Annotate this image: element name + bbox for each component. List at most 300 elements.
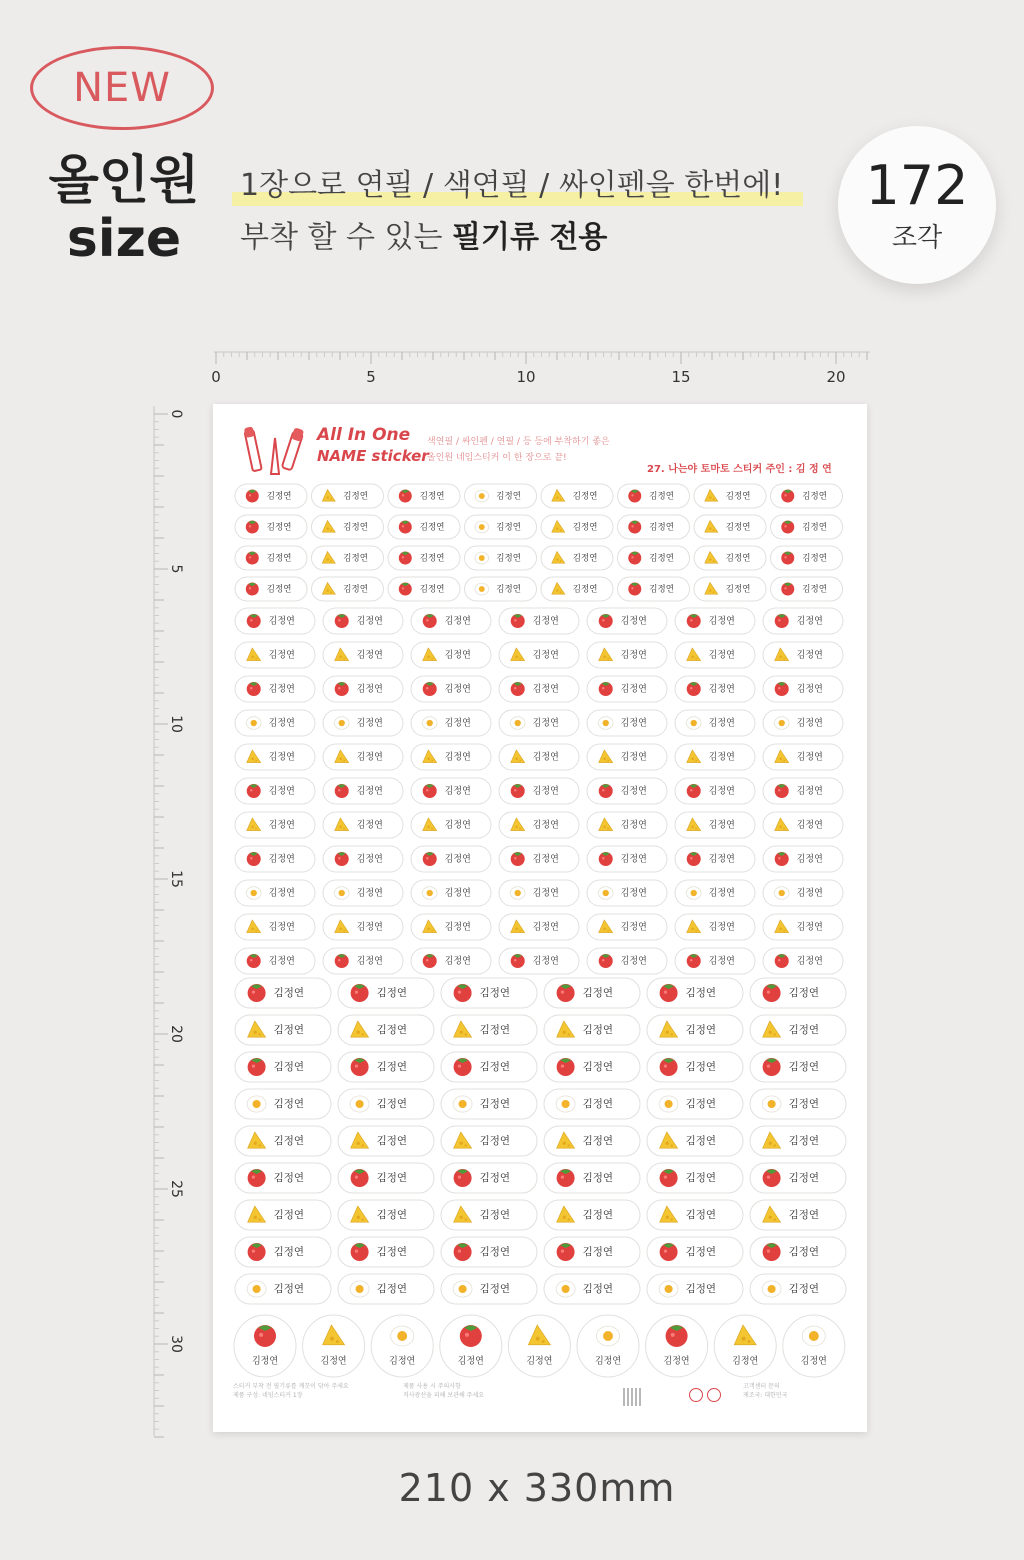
name-sticker	[647, 1274, 743, 1304]
sticker-name-label: 김정연	[788, 1283, 820, 1295]
sticker-name-label: 김정연	[796, 956, 823, 967]
tomato-icon	[511, 784, 525, 798]
sticker-name-label: 김정연	[320, 1356, 347, 1367]
name-sticker	[771, 515, 843, 539]
piece-count-badge	[838, 126, 996, 284]
sticker-name-label: 김정연	[356, 718, 383, 729]
tomato-icon	[351, 1243, 369, 1261]
tomato-icon	[599, 682, 613, 696]
sticker-name-label: 김정연	[532, 956, 559, 967]
sticker-name-label: 김정연	[268, 888, 295, 899]
name-sticker	[323, 710, 403, 736]
name-sticker	[771, 484, 843, 508]
tomato-icon	[687, 784, 701, 798]
tomato-icon	[423, 784, 437, 798]
name-sticker	[750, 1237, 846, 1267]
tomato-icon	[460, 1325, 482, 1347]
ruler-v-label: 5	[168, 564, 184, 574]
sticker-name-label: 김정연	[356, 854, 383, 865]
egg-icon	[422, 717, 437, 730]
tomato-icon	[423, 614, 437, 628]
name-sticker	[411, 744, 491, 770]
name-sticker	[235, 914, 315, 940]
sticker-name-label: 김정연	[620, 786, 647, 797]
name-sticker	[323, 744, 403, 770]
sticker-name-label: 김정연	[802, 584, 827, 595]
sticker-name-label: 김정연	[376, 1172, 408, 1184]
name-sticker	[763, 948, 843, 974]
sticker-name-label: 김정연	[266, 522, 292, 533]
sticker-name-label: 김정연	[582, 1061, 614, 1073]
egg-icon	[774, 717, 789, 730]
sticker-name-label: 김정연	[685, 1024, 717, 1036]
sticker-name-label: 김정연	[685, 1209, 717, 1221]
sheet-logo-line2: NAME sticker	[317, 447, 429, 465]
name-sticker	[411, 676, 491, 702]
name-sticker	[499, 642, 579, 668]
name-sticker	[388, 577, 460, 601]
sticker-name-label: 김정연	[532, 718, 559, 729]
sticker-name-label: 김정연	[582, 1135, 614, 1147]
name-sticker	[763, 812, 843, 838]
ruler-v-label: 0	[168, 409, 184, 419]
name-sticker	[675, 676, 755, 702]
name-sticker	[235, 1274, 331, 1304]
sticker-name-label: 김정연	[796, 854, 823, 865]
sticker-name-label: 김정연	[532, 820, 559, 831]
name-sticker	[750, 1163, 846, 1193]
name-sticker	[694, 515, 766, 539]
sticker-name-label: 김정연	[620, 888, 647, 899]
ruler-h-label: 0	[211, 368, 221, 386]
name-sticker	[235, 978, 331, 1008]
sheet-footer	[233, 1382, 853, 1422]
egg-icon	[475, 552, 489, 564]
tomato-icon	[248, 1058, 266, 1076]
name-sticker	[323, 880, 403, 906]
name-sticker	[411, 846, 491, 872]
name-sticker	[323, 846, 403, 872]
sticker-name-label: 김정연	[796, 922, 823, 933]
sticker-name-label: 김정연	[708, 820, 735, 831]
sticker-name-label: 김정연	[266, 491, 292, 502]
name-sticker	[675, 914, 755, 940]
name-sticker	[771, 546, 843, 570]
name-sticker	[587, 880, 667, 906]
sticker-name-label: 김정연	[444, 718, 471, 729]
sticker-name-label: 김정연	[685, 1098, 717, 1110]
sticker-name-label: 김정연	[649, 553, 674, 564]
egg-icon	[350, 1281, 369, 1297]
sticker-name-label: 김정연	[268, 922, 295, 933]
tomato-icon	[781, 521, 794, 534]
name-sticker	[465, 546, 537, 570]
name-sticker	[750, 1200, 846, 1230]
name-sticker	[323, 812, 403, 838]
footer-col-1	[233, 1382, 349, 1400]
egg-icon	[598, 717, 613, 730]
sticker-name-label: 김정연	[572, 491, 598, 502]
name-sticker	[235, 676, 315, 702]
sticker-name-label: 김정연	[419, 491, 445, 502]
name-sticker	[544, 1015, 640, 1045]
name-sticker	[499, 608, 579, 634]
sticker-name-label: 김정연	[532, 616, 559, 627]
sticker-name-label: 김정연	[273, 1135, 305, 1147]
sticker-name-label: 김정연	[444, 888, 471, 899]
name-sticker	[587, 744, 667, 770]
egg-icon	[475, 521, 489, 533]
tomato-icon	[335, 954, 349, 968]
tomato-icon	[628, 521, 641, 534]
egg-icon	[659, 1281, 678, 1297]
name-sticker	[411, 778, 491, 804]
name-sticker	[235, 1163, 331, 1193]
name-sticker	[675, 948, 755, 974]
sticker-name-label: 김정연	[582, 1246, 614, 1258]
egg-icon	[596, 1326, 619, 1346]
sticker-name-label: 김정연	[376, 1098, 408, 1110]
sticker-name-label: 김정연	[532, 854, 559, 865]
name-sticker	[675, 744, 755, 770]
name-sticker	[499, 846, 579, 872]
sticker-name-label: 김정연	[273, 1024, 305, 1036]
egg-icon	[686, 717, 701, 730]
name-sticker	[499, 676, 579, 702]
name-sticker	[441, 1274, 537, 1304]
tagline-line2-prefix: 부착 할 수 있는	[240, 220, 453, 255]
name-sticker	[763, 676, 843, 702]
egg-icon	[350, 1096, 369, 1112]
sticker-name-label: 김정연	[343, 522, 368, 533]
name-sticker	[235, 948, 315, 974]
name-sticker	[647, 1126, 743, 1156]
tomato-icon	[687, 614, 701, 628]
tomato-icon	[423, 682, 437, 696]
footer-col-2-line2: 직사광선을 피해 보관해 주세요	[403, 1392, 485, 1399]
name-sticker	[235, 577, 307, 601]
sticker-name-label: 김정연	[582, 1098, 614, 1110]
sticker-name-label: 김정연	[251, 1356, 279, 1367]
name-sticker	[235, 778, 315, 804]
sticker-name-label: 김정연	[479, 1283, 511, 1295]
tomato-icon	[247, 682, 261, 696]
sticker-name-label: 김정연	[419, 553, 445, 564]
name-sticker	[235, 1015, 331, 1045]
name-sticker	[411, 948, 491, 974]
name-sticker	[441, 978, 537, 1008]
sticker-name-label: 김정연	[479, 1209, 511, 1221]
size-title	[44, 152, 204, 268]
sticker-name-label: 김정연	[685, 987, 717, 999]
name-sticker	[235, 642, 315, 668]
tomato-icon	[660, 984, 678, 1002]
sticker-name-label: 김정연	[376, 1209, 408, 1221]
name-sticker	[338, 978, 434, 1008]
name-sticker	[323, 778, 403, 804]
tomato-icon	[511, 852, 525, 866]
egg-icon	[334, 887, 349, 900]
sticker-name-label: 김정연	[620, 752, 647, 763]
sticker-name-label: 김정연	[356, 786, 383, 797]
egg-icon	[659, 1096, 678, 1112]
name-sticker	[647, 1163, 743, 1193]
footer-col-3-line2: 제조국: 대한민국	[743, 1392, 788, 1399]
sticker-name-label: 김정연	[268, 786, 295, 797]
name-sticker	[587, 608, 667, 634]
round-name-sticker	[714, 1315, 776, 1377]
name-sticker	[499, 812, 579, 838]
new-badge	[30, 46, 214, 130]
name-sticker	[323, 676, 403, 702]
tomato-icon	[763, 1058, 781, 1076]
sticker-name-label: 김정연	[685, 1061, 717, 1073]
sticker-name-label: 김정연	[796, 888, 823, 899]
sticker-name-label: 김정연	[572, 584, 598, 595]
name-sticker	[441, 1200, 537, 1230]
sticker-name-label: 김정연	[788, 1209, 820, 1221]
name-sticker	[544, 1089, 640, 1119]
egg-icon	[453, 1281, 472, 1297]
name-sticker	[465, 515, 537, 539]
sticker-name-label: 김정연	[649, 522, 674, 533]
sticker-name-label: 김정연	[268, 854, 295, 865]
sticker-name-label: 김정연	[444, 650, 471, 661]
egg-icon	[556, 1281, 575, 1297]
sticker-sheet	[213, 404, 867, 1432]
sticker-name-label: 김정연	[708, 922, 735, 933]
sticker-name-label: 김정연	[444, 616, 471, 627]
sticker-name-label: 김정연	[532, 922, 559, 933]
sticker-name-label: 김정연	[725, 522, 751, 533]
tomato-icon	[247, 852, 261, 866]
name-sticker	[544, 1200, 640, 1230]
name-sticker	[411, 914, 491, 940]
sticker-name-label: 김정연	[788, 1246, 820, 1258]
sticker-name-label: 김정연	[356, 650, 383, 661]
sticker-name-label: 김정연	[620, 718, 647, 729]
ruler-h-label: 5	[366, 368, 376, 386]
name-sticker	[338, 1237, 434, 1267]
sticker-name-label: 김정연	[725, 584, 751, 595]
sticker-name-label: 김정연	[496, 553, 521, 564]
name-sticker	[323, 948, 403, 974]
tomato-icon	[557, 1243, 575, 1261]
sticker-name-label: 김정연	[268, 718, 295, 729]
tomato-icon	[775, 682, 789, 696]
sticker-name-label: 김정연	[444, 786, 471, 797]
sticker-name-label: 김정연	[419, 522, 445, 533]
sticker-name-label: 김정연	[273, 1061, 305, 1073]
sticker-name-label: 김정연	[796, 684, 823, 695]
name-sticker	[541, 484, 613, 508]
sticker-name-label: 김정연	[444, 922, 471, 933]
name-sticker	[675, 608, 755, 634]
piece-count-number: 172	[865, 153, 969, 217]
name-sticker	[587, 948, 667, 974]
sticker-name-label: 김정연	[268, 820, 295, 831]
sticker-name-label: 김정연	[620, 616, 647, 627]
footer-col-3-line1: 고객센터 문의	[743, 1383, 780, 1390]
footer-col-1-line2: 제품 구성: 네임스티커 1장	[233, 1392, 303, 1399]
sticker-name-label: 김정연	[444, 684, 471, 695]
sticker-name-label: 김정연	[479, 1172, 511, 1184]
name-sticker	[441, 1126, 537, 1156]
name-sticker	[763, 880, 843, 906]
egg-icon	[246, 887, 261, 900]
tomato-icon	[511, 682, 525, 696]
name-sticker	[694, 546, 766, 570]
egg-icon	[774, 887, 789, 900]
egg-icon	[391, 1326, 414, 1346]
sticker-name-label: 김정연	[725, 491, 751, 502]
name-sticker	[499, 744, 579, 770]
tomato-icon	[335, 852, 349, 866]
sticker-name-label: 김정연	[708, 718, 735, 729]
name-sticker	[235, 1237, 331, 1267]
sticker-name-label: 김정연	[649, 491, 674, 502]
sticker-name-label: 김정연	[796, 820, 823, 831]
tomato-icon	[246, 583, 259, 596]
sticker-name-label: 김정연	[796, 616, 823, 627]
sticker-name-label: 김정연	[802, 522, 827, 533]
egg-icon	[475, 490, 489, 502]
tomato-icon	[660, 1243, 678, 1261]
name-sticker	[647, 1015, 743, 1045]
sticker-name-label: 김정연	[343, 491, 368, 502]
round-name-sticker	[440, 1315, 502, 1377]
name-sticker	[499, 914, 579, 940]
qr-code-icon	[623, 1388, 641, 1406]
name-sticker	[750, 1274, 846, 1304]
round-name-sticker	[371, 1315, 433, 1377]
sticker-name-label: 김정연	[376, 1135, 408, 1147]
sticker-grid	[213, 404, 867, 1432]
name-sticker	[618, 484, 690, 508]
name-sticker	[750, 1052, 846, 1082]
tomato-icon	[454, 1169, 472, 1187]
name-sticker	[235, 515, 307, 539]
sticker-name-label: 김정연	[594, 1356, 622, 1367]
warning-icon	[707, 1388, 721, 1402]
name-sticker	[338, 1274, 434, 1304]
sticker-name-label: 김정연	[788, 1024, 820, 1036]
name-sticker	[499, 778, 579, 804]
tomato-icon	[454, 984, 472, 1002]
name-sticker	[541, 515, 613, 539]
name-sticker	[763, 744, 843, 770]
sticker-name-label: 김정연	[582, 1024, 614, 1036]
size-title-line2: size	[66, 209, 182, 269]
sticker-name-label: 김정연	[356, 888, 383, 899]
name-sticker	[441, 1052, 537, 1082]
tomato-icon	[557, 984, 575, 1002]
sticker-name-label: 김정연	[796, 650, 823, 661]
round-name-sticker	[577, 1315, 639, 1377]
ruler-v-label: 30	[168, 1335, 184, 1353]
name-sticker	[541, 577, 613, 601]
name-sticker	[499, 948, 579, 974]
tomato-icon	[246, 490, 259, 503]
tomato-icon	[335, 614, 349, 628]
name-sticker	[235, 710, 315, 736]
sticker-name-label: 김정연	[708, 786, 735, 797]
name-sticker	[587, 710, 667, 736]
sticker-name-label: 김정연	[788, 1098, 820, 1110]
name-sticker	[465, 484, 537, 508]
sticker-name-label: 김정연	[788, 1172, 820, 1184]
sticker-name-label: 김정연	[708, 854, 735, 865]
piece-count-unit: 조각	[891, 222, 943, 253]
sticker-name-label: 김정연	[572, 553, 598, 564]
sticker-name-label: 김정연	[532, 684, 559, 695]
ruler-h-label: 15	[671, 368, 691, 386]
sticker-name-label: 김정연	[273, 1098, 305, 1110]
name-sticker	[647, 978, 743, 1008]
sticker-name-label: 김정연	[356, 616, 383, 627]
sticker-name-label: 김정연	[708, 956, 735, 967]
egg-icon	[510, 887, 525, 900]
sticker-name-label: 김정연	[582, 1283, 614, 1295]
name-sticker	[323, 608, 403, 634]
egg-icon	[762, 1096, 781, 1112]
sticker-name-label: 김정연	[444, 820, 471, 831]
tomato-icon	[687, 682, 701, 696]
egg-icon	[334, 717, 349, 730]
footer-col-3	[743, 1382, 788, 1400]
name-sticker	[441, 1089, 537, 1119]
sticker-name-label: 김정연	[479, 1246, 511, 1258]
tomato-icon	[248, 984, 266, 1002]
name-sticker	[441, 1015, 537, 1045]
name-sticker	[675, 710, 755, 736]
sticker-name-label: 김정연	[685, 1283, 717, 1295]
sticker-name-label: 김정연	[620, 854, 647, 865]
sticker-name-label: 김정연	[444, 854, 471, 865]
sticker-name-label: 김정연	[496, 584, 521, 595]
sticker-name-label: 김정연	[796, 718, 823, 729]
tagline	[240, 160, 783, 264]
tagline-line2	[240, 212, 783, 264]
name-sticker	[587, 846, 667, 872]
tomato-icon	[351, 1169, 369, 1187]
ruler-h-label: 20	[826, 368, 846, 386]
name-sticker	[750, 978, 846, 1008]
tomato-icon	[454, 1058, 472, 1076]
name-sticker	[763, 846, 843, 872]
tomato-icon	[247, 954, 261, 968]
tomato-icon	[399, 552, 412, 565]
egg-icon	[246, 717, 261, 730]
name-sticker	[763, 642, 843, 668]
sticker-name-label: 김정연	[273, 987, 305, 999]
sticker-name-label: 김정연	[582, 1172, 614, 1184]
name-sticker	[323, 914, 403, 940]
name-sticker	[441, 1163, 537, 1193]
name-sticker	[388, 546, 460, 570]
sticker-name-label: 김정연	[532, 888, 559, 899]
sticker-name-label: 김정연	[268, 616, 295, 627]
name-sticker	[618, 577, 690, 601]
tomato-icon	[687, 852, 701, 866]
tomato-icon	[781, 552, 794, 565]
tomato-icon	[628, 490, 641, 503]
sticker-name-label: 김정연	[582, 1209, 614, 1221]
sticker-name-label: 김정연	[708, 684, 735, 695]
name-sticker	[618, 546, 690, 570]
sticker-name-label: 김정연	[708, 752, 735, 763]
sticker-name-label: 김정연	[663, 1356, 690, 1367]
